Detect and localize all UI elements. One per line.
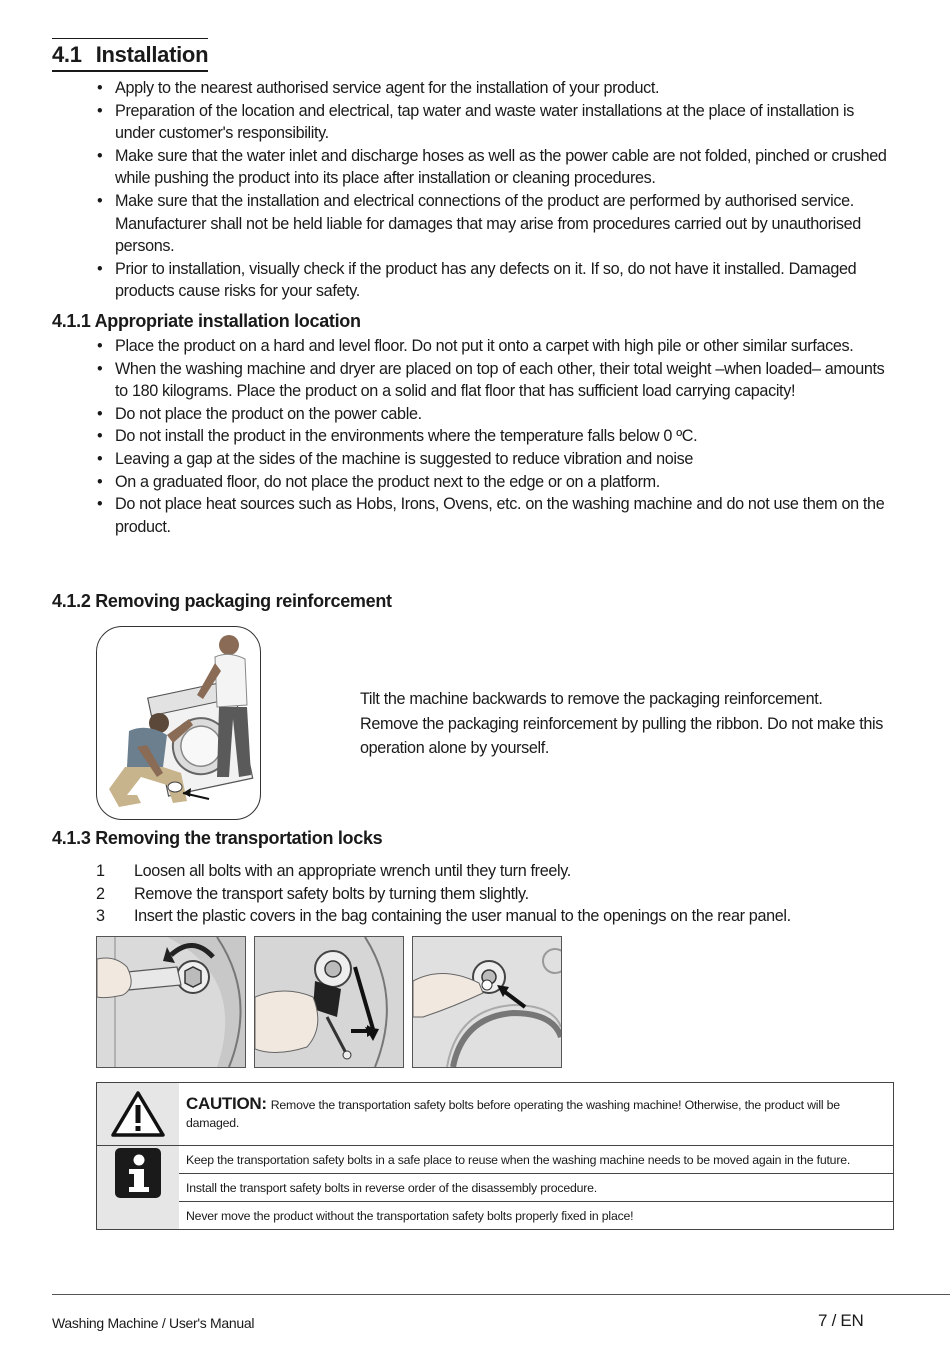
info-icon: [114, 1147, 162, 1199]
locks-steps: [96, 860, 896, 928]
caution-row: [97, 1083, 893, 1146]
step-number: 2: [96, 884, 105, 903]
list-item: • Apply to the nearest authorised service agent for the installation of your product.: [96, 77, 896, 100]
caution-text: Remove the transportation safety bolts before operating the washing machine! Otherwise, the product will be damaged.: [186, 1098, 840, 1130]
info-item: Install the transport safety bolts in reverse order of the disassembly procedure.: [179, 1174, 893, 1202]
caution-message: [179, 1083, 893, 1145]
loosen-bolts-illustration: [96, 936, 246, 1068]
warning-icon: [97, 1083, 179, 1145]
footer-title: Washing Machine / User's Manual: [52, 1315, 255, 1331]
remove-bolts-illustration: [254, 936, 404, 1068]
packaging-heading: 4.1.2 Removing packaging reinforcement: [52, 591, 392, 611]
packaging-instructions: [360, 687, 900, 761]
list-item: • When the washing machine and dryer are placed on top of each other, their total weight –when loaded– amounts to 180 kilograms. Place the product on a solid and flat floor that has sufficient load carrying capacity!: [96, 358, 896, 403]
section-title: Installation: [95, 42, 209, 67]
step-item: [96, 883, 896, 906]
list-item: • Make sure that the water inlet and discharge hoses as well as the power cable are not folded, pinched or crushed while pushing the product into its place after installation or cleaning procedures.: [96, 145, 896, 190]
list-item: • Do not place the product on the power cable.: [96, 403, 896, 426]
section-heading: [52, 42, 208, 72]
list-item: • Leaving a gap at the sides of the machine is suggested to reduce vibration and noise: [96, 448, 896, 471]
section-top-rule: [52, 38, 208, 39]
info-item: Never move the product without the transportation safety bolts properly fixed in place!: [186, 1209, 634, 1223]
list-item: • Place the product on a hard and level floor. Do not put it onto a carpet with high pile or other similar surfaces.: [96, 335, 896, 358]
packaging-text-1: Tilt the machine backwards to remove the packaging reinforcement.: [360, 690, 823, 708]
location-heading: 4.1.1 Appropriate installation location: [52, 311, 361, 331]
list-item: • Make sure that the installation and electrical connections of the product are performed by authorised service. Manufacturer shall not be held liable for damages that may arise from procedures carried out by unauthorised persons.: [96, 190, 896, 258]
step-number: 1: [96, 862, 105, 880]
info-icon-cell: [97, 1146, 179, 1229]
list-item: • Preparation of the location and electrical, tap water and waste water installations at the place of installation is under customer's responsibility.: [96, 100, 896, 145]
step-item: [96, 905, 896, 928]
list-item: • Prior to installation, visually check if the product has any defects on it. If so, do not have it installed. Damaged products cause risks for your safety.: [96, 258, 896, 303]
footer-rule: [52, 1294, 950, 1295]
installation-list: [96, 77, 896, 303]
step-text: Insert the plastic covers in the bag containing the user manual to the openings on the rear panel.: [134, 907, 791, 926]
step-text: Remove the transport safety bolts by turning them slightly.: [134, 884, 529, 903]
notice-box: [96, 1082, 894, 1230]
packaging-text-2: Remove the packaging reinforcement by pulling the ribbon. Do not make this operation alone by yourself.: [360, 714, 883, 757]
info-rows: [179, 1146, 893, 1229]
locks-heading: 4.1.3 Removing the transportation locks: [52, 828, 383, 848]
list-item: • On a graduated floor, do not place the product next to the edge or on a platform.: [96, 471, 896, 494]
list-item: • Do not place heat sources such as Hobs, Irons, Ovens, etc. on the washing machine and do not use them on the product.: [96, 493, 896, 538]
list-item: • Do not install the product in the environments where the temperature falls below 0 ºC.: [96, 425, 896, 448]
caution-label: CAUTION:: [186, 1094, 267, 1113]
info-group: [97, 1146, 893, 1229]
packaging-illustration: [96, 626, 261, 820]
step-item: [96, 860, 896, 883]
section-number: 4.1: [52, 42, 82, 67]
step-text: Loosen all bolts with an appropriate wrench until they turn freely.: [134, 862, 571, 880]
insert-covers-illustration: [412, 936, 562, 1068]
location-list: [96, 335, 896, 538]
step-number: 3: [96, 907, 105, 926]
info-item: Keep the transportation safety bolts in a safe place to reuse when the washing machine needs to be moved again in the future.: [179, 1146, 893, 1174]
page-number: 7 / EN: [818, 1311, 864, 1330]
